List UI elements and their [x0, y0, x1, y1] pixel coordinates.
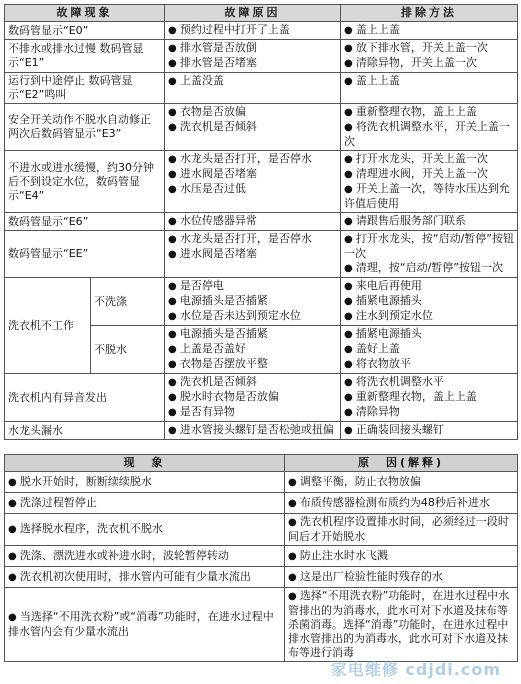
symptom-cell: 洗衣机内有异音发出 [5, 374, 165, 422]
header-cause: 故障原因 [165, 5, 341, 22]
bullet-icon: ● [344, 76, 356, 87]
bullet-icon: ● [344, 359, 356, 370]
item-text: 洗涤、漂洗进水或补进水时，波轮暂停转动 [19, 548, 229, 562]
bullet-icon: ● [344, 377, 356, 388]
bullet-icon: ● [344, 263, 356, 274]
phenomenon-cell [5, 567, 285, 588]
bullet-icon: ● [168, 281, 180, 292]
symptom-cell: 安全开关动作不脱水自动修正两次后数码管显示“E3” [5, 104, 165, 151]
item-text: 重新整理衣物，盖上上盖 [355, 390, 477, 403]
list-item [344, 423, 514, 438]
item-text: 衣物是否摆放平整 [179, 357, 268, 370]
bullet-icon: ● [288, 591, 300, 602]
item-text: 布质传感器检测布质约为48秒后补进水 [299, 495, 490, 509]
fix-cell [341, 213, 518, 231]
table-row [5, 213, 518, 231]
phenomenon-cell [5, 546, 285, 567]
list-item [344, 390, 514, 405]
item-text: 当选择“不用洗衣粉”或“消毒”功能时，在进水过程中排水管内会有少量水流出 [8, 610, 274, 638]
list-item [344, 23, 514, 38]
bullet-icon: ● [168, 377, 180, 388]
list-item [168, 390, 337, 405]
bullet-icon: ● [288, 497, 300, 509]
symptom-cell: 数码管显示“E6” [5, 213, 165, 231]
item-text: 洗衣机程序设置排水时间，必须经过一段时间后才开始脱水 [288, 515, 509, 543]
item-text: 水位是否未达到预定水位 [179, 309, 301, 322]
item-text: 来电后再使用 [355, 279, 422, 292]
list-item [344, 74, 514, 89]
item-text: 注水到预定水位 [355, 309, 433, 322]
item-text: 进水阀是否堵塞 [179, 167, 257, 180]
item-text: 进水阀是否堵塞 [179, 247, 257, 260]
symptom-cell: 不进水或进水缓慢，约30分钟后不到设定水位，数码管显示“E4” [5, 151, 165, 213]
bullet-icon: ● [168, 234, 180, 245]
bullet-icon: ● [168, 154, 180, 165]
bullet-icon: ● [344, 216, 356, 227]
list-item [168, 41, 337, 56]
item-text: 请跟售后服务部门联系 [355, 214, 466, 227]
cause-cell [165, 374, 341, 422]
bullet-icon: ● [344, 311, 356, 322]
subgroup-label-cell: 不洗涤 [91, 278, 165, 326]
list-item [168, 74, 337, 89]
watermark: 家电维修 cdjdi.com [330, 660, 501, 679]
bullet-icon: ● [344, 43, 356, 54]
item-text: 调整平衡，防止衣物放偏 [299, 474, 421, 488]
item-text: 盖上上盖 [355, 74, 400, 87]
bullet-icon: ● [288, 517, 300, 528]
table-row [5, 374, 518, 422]
bullet-icon: ● [168, 249, 180, 260]
list-item [344, 214, 514, 229]
cause-cell [165, 326, 341, 374]
item-text: 洗衣机是否倾斜 [179, 120, 257, 133]
bullet-icon: ● [168, 107, 180, 118]
troubleshooting-table [4, 4, 518, 440]
item-text: 衣物是否放偏 [179, 105, 246, 118]
bullet-icon: ● [288, 476, 300, 488]
cause-cell [165, 422, 341, 440]
item-text: 清除异物 [355, 405, 400, 418]
item-text: 是否停电 [179, 279, 224, 292]
item-text: 清除异物，开关上盖一次 [355, 56, 477, 69]
reason-cell [285, 493, 518, 514]
list-item [168, 309, 337, 324]
item-text: 打开水龙头，按“启动/暂停”按钮一次 [344, 232, 514, 260]
list-item [344, 405, 514, 420]
cause-cell [165, 104, 341, 151]
bullet-icon: ● [168, 76, 180, 87]
bullet-icon: ● [344, 392, 356, 403]
reason-cell [285, 567, 518, 588]
cause-cell [165, 213, 341, 231]
item-text: 这是出厂检验性能时残存的水 [299, 569, 443, 583]
list-item [344, 294, 514, 309]
list-item [168, 182, 337, 197]
item-text: 放下排水管，开关上盖一次 [355, 41, 488, 54]
list-item [168, 423, 337, 438]
cause-cell [165, 73, 341, 104]
fix-cell [341, 104, 518, 151]
bullet-icon: ● [168, 311, 180, 322]
bullet-icon: ● [168, 425, 180, 436]
bullet-icon: ● [344, 58, 356, 69]
bullet-icon: ● [344, 296, 356, 307]
list-item [168, 105, 337, 120]
item-text: 开关上盖一次，等待水压达到允许值后使用 [344, 182, 510, 210]
cause-cell [165, 151, 341, 213]
item-text: 电源插头是否插紧 [179, 294, 268, 307]
fix-cell [341, 326, 518, 374]
list-item [168, 405, 337, 420]
item-text: 脱水开始时，断断续续脱水 [19, 474, 152, 488]
page [4, 4, 517, 662]
list-item [344, 357, 514, 372]
bullet-icon: ● [168, 296, 180, 307]
list-item [168, 214, 337, 229]
item-text: 水龙头是否打开，是否停水 [179, 152, 312, 165]
bullet-icon: ● [168, 184, 180, 195]
fix-cell [341, 231, 518, 278]
table-row [5, 567, 518, 588]
list-item [168, 120, 337, 135]
table-row [5, 588, 518, 662]
item-text: 预约过程中打开了上盖 [179, 23, 290, 36]
list-item [168, 232, 337, 247]
item-text: 将衣物放平 [355, 357, 411, 370]
bullet-icon: ● [344, 329, 356, 340]
bullet-icon: ● [344, 184, 356, 195]
list-item [168, 167, 337, 182]
bullet-icon: ● [288, 571, 300, 583]
item-text: 上盖没盖 [179, 74, 224, 87]
table-row [5, 22, 518, 40]
item-text: 选择“不用洗衣粉”功能时，在进水过程中水管排出的为消毒水，此水可对下水道及抹布等杀菌消毒。选择“消毒”功能时，在进水过程中排水管排出的为消毒水，此水可对下水道及抹布等进行消毒 [288, 589, 510, 659]
symptom-cell: 运行到中途停止 数码管显示“E2”鸣叫 [5, 73, 165, 104]
list-item [344, 375, 514, 390]
bullet-icon: ● [8, 550, 20, 562]
item-text: 洗涤过程暂停止 [19, 495, 97, 509]
symptom-cell: 不排水或排水过慢 数码管显示“E1” [5, 40, 165, 73]
table-header-row [5, 455, 518, 472]
item-text: 上盖是否盖好 [179, 342, 246, 355]
bullet-icon: ● [344, 169, 356, 180]
header-symptom: 故障现象 [5, 5, 165, 22]
list-item [168, 23, 337, 38]
fix-cell [341, 151, 518, 213]
bullet-icon: ● [344, 107, 356, 118]
table-row [5, 73, 518, 104]
item-text: 盖上上盖 [355, 23, 400, 36]
group-label-cell: 洗衣机不工作 [5, 278, 91, 374]
item-text: 水位传感器异常 [179, 214, 257, 227]
item-text: 清理进水阀，开关上盖一次 [355, 167, 488, 180]
bullet-icon: ● [344, 154, 356, 165]
item-text: 正确装回接头螺钉 [355, 423, 444, 436]
bullet-icon: ● [168, 407, 180, 418]
symptom-cell: 数码管显示“EE” [5, 231, 165, 278]
header-phenomenon: 现 象 [5, 455, 285, 472]
bullet-icon: ● [168, 25, 180, 36]
list-item [168, 56, 337, 71]
list-item [168, 375, 337, 390]
item-text: 水龙头是否打开，是否停水 [179, 232, 312, 245]
bullet-icon: ● [344, 425, 356, 436]
bullet-icon: ● [168, 43, 180, 54]
list-item [344, 120, 514, 149]
table-row [5, 151, 518, 213]
list-item [344, 167, 514, 182]
list-item [344, 342, 514, 357]
fix-cell [341, 422, 518, 440]
bullet-icon: ● [288, 550, 300, 562]
cause-cell [165, 278, 341, 326]
item-text: 脱水时衣物是否放偏 [179, 390, 279, 403]
table-row [5, 546, 518, 567]
list-item [344, 105, 514, 120]
item-text: 进水管接头螺钉是否松弛或扭偏 [179, 423, 334, 436]
explanation-table [4, 454, 518, 662]
item-text: 排水管是否堵塞 [179, 56, 257, 69]
cause-cell [165, 40, 341, 73]
item-text: 重新整理衣物，盖上上盖 [355, 105, 477, 118]
bullet-icon: ● [168, 392, 180, 403]
fix-cell [341, 40, 518, 73]
item-text: 打开水龙头，开关上盖一次 [355, 152, 488, 165]
table-row [5, 231, 518, 278]
bullet-icon: ● [168, 344, 180, 355]
list-item [344, 327, 514, 342]
table-row [5, 514, 518, 546]
bullet-icon: ● [168, 359, 180, 370]
item-text: 防止注水时水飞溅 [299, 548, 388, 562]
item-text: 排水管是否放倒 [179, 41, 257, 54]
list-item [168, 327, 337, 342]
bullet-icon: ● [344, 25, 356, 36]
cause-cell [165, 22, 341, 40]
list-item [344, 261, 514, 276]
header-fix: 排除方法 [341, 5, 518, 22]
table-row [5, 493, 518, 514]
item-text: 电源插头是否插紧 [179, 327, 268, 340]
phenomenon-cell [5, 472, 285, 493]
item-text: 将洗衣机调整水平，开关上盖一次 [344, 120, 510, 148]
list-item [168, 247, 337, 262]
table-row [5, 278, 518, 326]
bullet-icon: ● [8, 476, 20, 488]
symptom-cell: 水龙头漏水 [5, 422, 165, 440]
bullet-icon: ● [168, 169, 180, 180]
bullet-icon: ● [8, 571, 20, 583]
cause-cell [165, 231, 341, 278]
list-item [168, 279, 337, 294]
fix-cell [341, 374, 518, 422]
phenomenon-cell [5, 588, 285, 662]
item-text: 插紧电源插头 [355, 327, 422, 340]
list-item [344, 152, 514, 167]
item-text: 将洗衣机调整水平 [355, 375, 444, 388]
table-row [5, 104, 518, 151]
list-item [168, 294, 337, 309]
fix-cell [341, 73, 518, 104]
reason-cell [285, 588, 518, 662]
item-text: 洗衣机是否倾斜 [179, 375, 257, 388]
list-item [344, 232, 514, 261]
list-item [344, 279, 514, 294]
bullet-icon: ● [168, 329, 180, 340]
item-text: 洗衣机初次使用时，排水管内可能有少量水流出 [19, 569, 251, 583]
list-item [344, 309, 514, 324]
phenomenon-cell [5, 493, 285, 514]
list-item [168, 152, 337, 167]
bullet-icon: ● [8, 612, 20, 623]
list-item [344, 182, 514, 211]
bullet-icon: ● [8, 524, 20, 535]
reason-cell [285, 514, 518, 546]
reason-cell [285, 546, 518, 567]
bullet-icon: ● [344, 344, 356, 355]
bullet-icon: ● [8, 497, 20, 509]
item-text: 清理，按“启动/暂停”按钮一次 [355, 261, 504, 274]
table-row [5, 40, 518, 73]
list-item [344, 41, 514, 56]
header-reason: 原 因(解释) [285, 455, 518, 472]
bullet-icon: ● [168, 58, 180, 69]
fix-cell [341, 22, 518, 40]
table-header-row [5, 5, 518, 22]
symptom-cell: 数码管显示“E0” [5, 22, 165, 40]
bullet-icon: ● [344, 234, 356, 245]
reason-cell [285, 472, 518, 493]
item-text: 选择脱水程序，洗衣机不脱水 [19, 522, 163, 535]
bullet-icon: ● [344, 407, 356, 418]
list-item [168, 357, 337, 372]
bullet-icon: ● [344, 281, 356, 292]
bullet-icon: ● [168, 216, 180, 227]
item-text: 插紧电源插头 [355, 294, 422, 307]
phenomenon-cell [5, 514, 285, 546]
subgroup-label-cell: 不脱水 [91, 326, 165, 374]
table-row [5, 422, 518, 440]
bullet-icon: ● [344, 122, 356, 133]
table-row [5, 472, 518, 493]
list-item [344, 56, 514, 71]
item-text: 盖好上盖 [355, 342, 400, 355]
bullet-icon: ● [168, 122, 180, 133]
fix-cell [341, 278, 518, 326]
item-text: 是否有异物 [179, 405, 235, 418]
item-text: 水压是否过低 [179, 182, 246, 195]
list-item [168, 342, 337, 357]
